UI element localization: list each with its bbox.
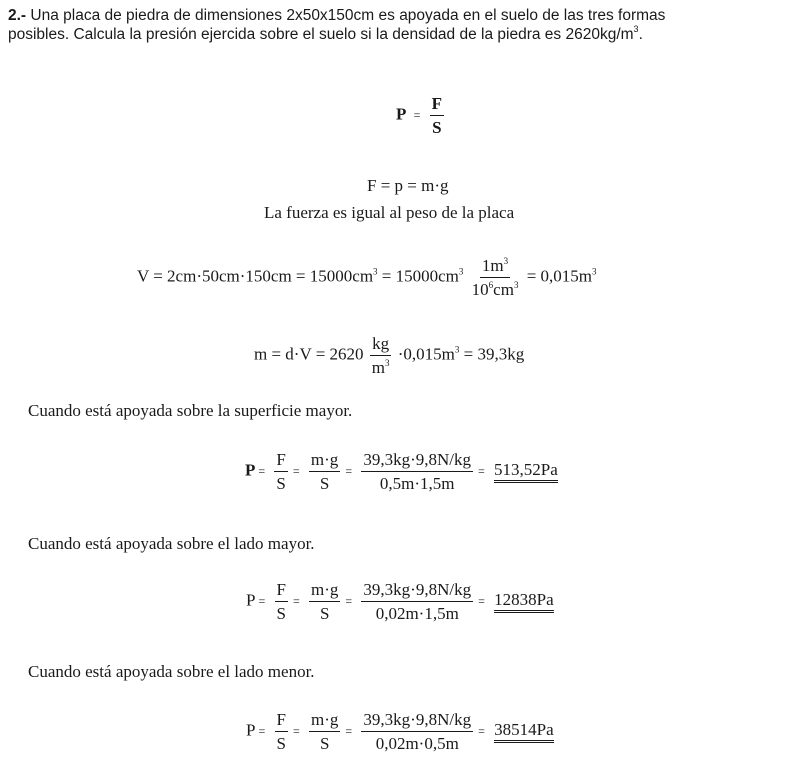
formula-p-eq: = — [413, 108, 421, 123]
case-1-label: Cuando está apoyada sobre la superficie mayor. — [28, 401, 353, 420]
case-1-result: 513,52Pa — [494, 461, 558, 483]
case-3-denominator: 0,02m·0,5m — [375, 734, 459, 753]
weight-note: La fuerza es igual al peso de la placa — [264, 203, 515, 222]
case-3-label: Cuando está apoyada sobre el lado menor. — [28, 662, 315, 681]
volume-left: V = 2cm·50cm·150cm = 15000cm — [137, 266, 374, 286]
problem-text: Una placa de piedra de dimensiones 2x50x150cm es apoyada en el suelo de las tres formas posibles. Calcula la presión ejercida sobre el suelo si la densidad de la piedra es 2620kg/m — [8, 7, 666, 43]
mass-equation: m = d·V = 2620 $\frac{kg}{m^3}$ $\cdot 0,015m^3 = 39,3kg$ — [254, 334, 525, 377]
problem-end: . — [638, 26, 643, 43]
formula-p-den: S — [432, 118, 442, 137]
volume-result: = 0,015m — [526, 266, 592, 286]
mass-right: ·0,015m — [397, 344, 455, 364]
formula-p-num: F — [430, 94, 444, 116]
case-3-result: 38514Pa — [494, 721, 554, 743]
problem-number: 2.- — [8, 7, 27, 24]
formula-pressure — [396, 94, 446, 137]
case-3-equation: P = $\frac{F}{S}$ = $\frac{m\cdot g}{S}$ = $\frac{39,3kg\cdot 9,8N/kg}{0,02m\cdot 0,5m}$ = 38514Pa — [246, 710, 554, 753]
mass-frac-num: kg — [370, 334, 391, 356]
case-2-denominator: 0,02m·1,5m — [375, 604, 459, 623]
formula-p-lhs: P — [396, 104, 407, 124]
case-2-result: 12838Pa — [494, 591, 554, 613]
case-1-numerator: 39,3kg·9,8N/kg — [361, 450, 473, 472]
problem-statement — [8, 6, 728, 44]
case-2-label: Cuando está apoyada sobre el lado mayor. — [28, 534, 315, 553]
mass-result: = 39,3kg — [463, 344, 525, 364]
case-2-numerator: 39,3kg·9,8N/kg — [361, 580, 473, 602]
case-3-numerator: 39,3kg·9,8N/kg — [361, 710, 473, 732]
case-1-equation: P = $\frac{F}{S}$ = $\frac{m\cdot g}{S}$ = $\frac{39,3kg\cdot 9,8N/kg}{0,5m\cdot 1,5m}$ = 513,52Pa — [245, 450, 558, 493]
case-1-denominator: 0,5m·1,5m — [379, 474, 455, 493]
volume-fraction: $\frac{1m^3}{10^6cm^3}$ — [471, 256, 519, 299]
formula-force: F = p = m·g — [367, 176, 449, 195]
case-2-equation: P = $\frac{F}{S}$ = $\frac{m\cdot g}{S}$ = $\frac{39,3kg\cdot 9,8N/kg}{0,02m\cdot 1,5m}$ = 12838Pa — [246, 580, 554, 623]
mass-left: m = d·V = 2620 — [254, 344, 364, 364]
volume-frac-num: 1m — [481, 256, 504, 275]
problem-exponent: 3 — [633, 24, 639, 34]
mass-fraction: $\frac{kg}{m^3}$ — [371, 334, 390, 377]
volume-equation: $V = 2cm\cdot 50cm\cdot 150cm = 15000cm^3 = 15000cm^3$ $\frac{1m^3}{10^6cm^3}$ = $0,015m^3$ — [137, 256, 597, 299]
formula-p-fraction — [430, 94, 444, 137]
volume-mid: = 15000cm — [381, 266, 459, 286]
